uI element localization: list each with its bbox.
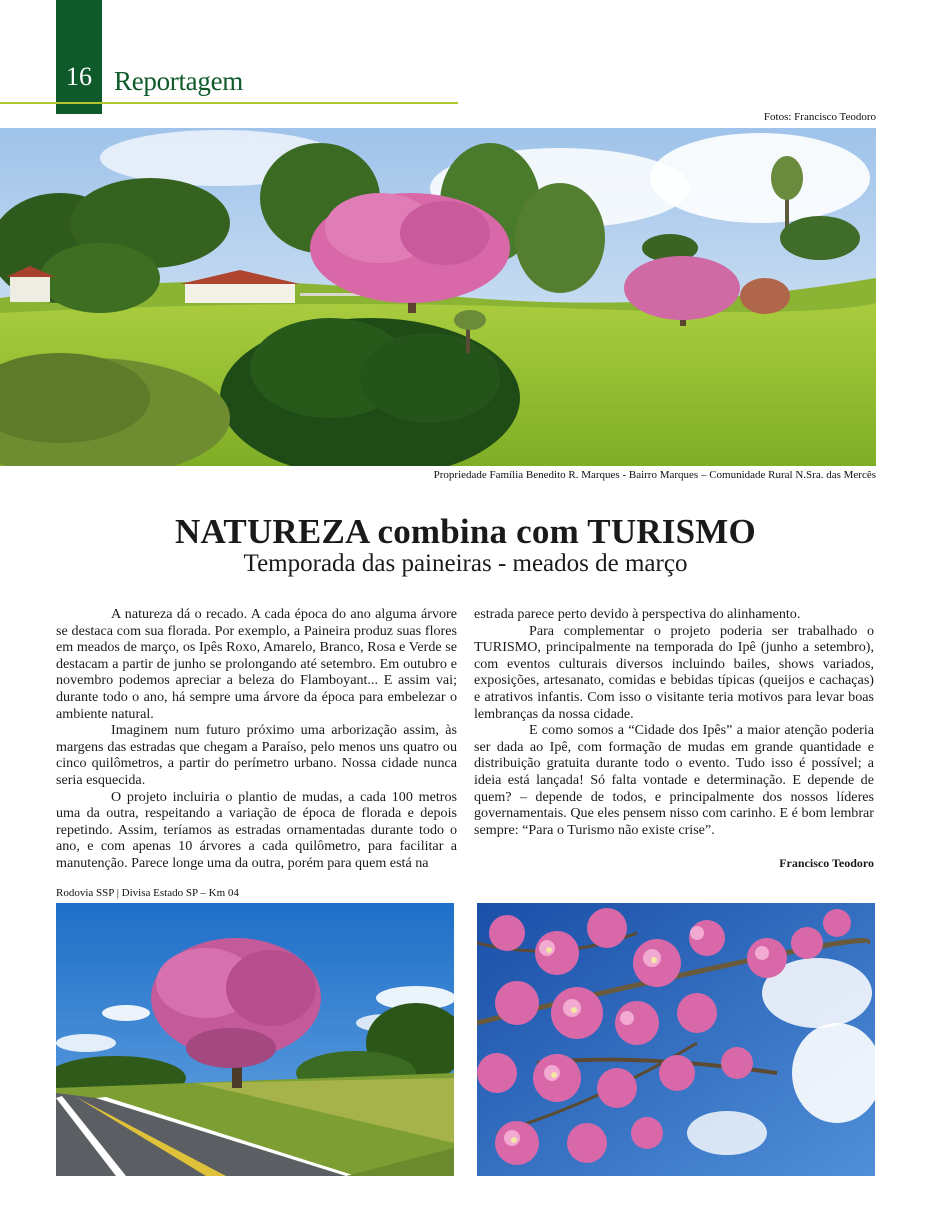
article-paragraph: Imaginem num futuro próximo uma arborização assim, às margens das estradas que chegam a Paraíso, pelo menos uns quatro ou cinco quilômetros, a partir do perímetro urbano. Nossa cidade nunca seria esquecida. xyxy=(56,722,457,788)
page-number: 16 xyxy=(66,62,92,91)
article-author: Francisco Teodoro xyxy=(779,856,874,870)
article-paragraph: E como somos a “Cidade dos Ipês” a maior atenção poderia ser dada ao Ipê, com formação de mudas em grande quantidade e distribuição gratuita durante todo o evento. Tudo isso é possível; a ideia está lançada! Só falta vontade e determinação. E depende de quem? – depende de todos, e principalmente dos nossos líderes governamentais. Que eles pensem nisso com carinho. E é bom lembrar sempre: “Para o Turismo não existe crise”. xyxy=(474,722,874,838)
article-column-left xyxy=(56,606,457,872)
article-title: NATUREZA combina com TURISMO xyxy=(175,512,756,551)
article-paragraph: Para complementar o projeto poderia ser trabalhado o TURISMO, principalmente na temporada do Ipê (junho a setembro), com eventos culturais diversos incluindo bailes, shows variados, exposições, artesanato, comidas e bebidas típicas (queijos e cachaças) e atrativos infantis. Com isso o visitante teria motivos para levar boas lembranças da nossa cidade. xyxy=(474,622,874,722)
article-paragraph: A natureza dá o recado. A cada época do ano alguma árvore se destaca com sua florada. Por exemplo, a Paineira produz suas flores em meados de março, os Ipês Roxo, Amarelo, Branco, Rosa e Verde se destacam a partir de junho se prolongando até setembro. Em outubro e novembro podemos apreciar a beleza do Flamboyant... E assim vai; durante todo o ano, há sempre uma árvore da época para embelezar o ambiente natural. xyxy=(56,606,457,722)
section-title: Reportagem xyxy=(114,66,243,96)
photo-credit: Fotos: Francisco Teodoro xyxy=(763,111,876,123)
hero-landscape-photo xyxy=(0,128,876,466)
article-paragraph: O projeto incluiria o plantio de mudas, a cada 100 metros uma da outra, respeitando a variação de época de florada e depois repetindo. Assim, teríamos as estradas ornamentadas durante todo o ano, e com apenas 10 árvores a cada quilômetro, para facilitar a manutenção. Parece longe uma da outra, porém para quem está na xyxy=(56,788,457,871)
hero-photo-caption: Propriedade Família Benedito R. Marques - Bairro Marques – Comunidade Rural N.Sra. das Mercês xyxy=(433,469,876,481)
article-paragraph: estrada parece perto devido à perspectiva do alinhamento. xyxy=(474,606,801,622)
article-subtitle: Temporada das paineiras - meados de março xyxy=(243,550,688,577)
paineira-flowers-photo xyxy=(477,903,875,1176)
article-column-right xyxy=(474,606,874,838)
road-paineira-photo xyxy=(56,903,454,1176)
page-number-tab xyxy=(56,0,102,114)
header-rule xyxy=(0,102,458,104)
road-photo-caption: Rodovia SSP | Divisa Estado SP – Km 04 xyxy=(56,887,239,899)
